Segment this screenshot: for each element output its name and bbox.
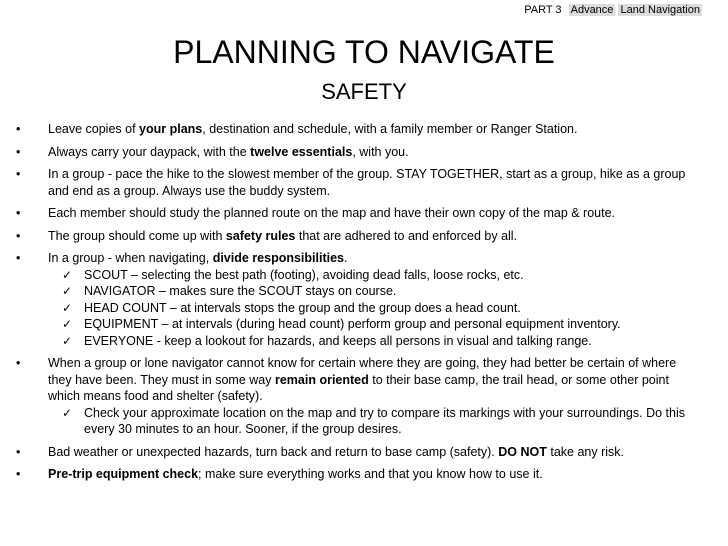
bullet-text: When a group or lone navigator cannot know for certain where they are going, they had better be certain of where they have been. They must in some way [48, 356, 677, 387]
bullet-item [0, 444, 700, 461]
checkmark-icon: ✓ [62, 300, 73, 315]
bullet-icon: • [16, 167, 21, 181]
sub-item-text: Check your approximate location on the map and try to compare its markings with your surroundings. Do this every 30 minutes to an hour. Sooner, if the group desires. [84, 405, 685, 436]
bullet-icon: • [16, 356, 21, 370]
bullet-emphasis: Pre-trip equipment check [48, 467, 199, 481]
checkmark-icon: ✓ [62, 333, 73, 348]
slide-title: PLANNING TO NAVIGATE [173, 34, 555, 70]
bullet-emphasis: divide responsibilities [212, 251, 344, 265]
bullet-text: Leave copies of [48, 122, 140, 136]
bullet-text: to their base camp, the trail head, or some other point which means food and shelter (safety). [48, 372, 669, 403]
bullet-icon: • [16, 206, 21, 220]
bullet-text: that are adhered to and enforced by all. [295, 228, 518, 243]
bullet-emphasis: DO NOT [498, 444, 547, 459]
bullet-item [0, 121, 700, 138]
sub-item-text: SCOUT – selecting the best path (footing), avoiding dead falls, loose rocks, etc. [84, 267, 524, 282]
bullet-item [0, 205, 700, 222]
bullet-text: Each member should study the planned route on the map and have their own copy of the map & route. [48, 206, 616, 220]
bullet-text: . [344, 251, 348, 265]
section-tag-land-navigation: Land Navigation [620, 4, 700, 16]
bullet-icon: • [16, 251, 21, 265]
bullet-icon: • [16, 228, 21, 243]
slide-subtitle: SAFETY [321, 79, 407, 104]
section-header [524, 4, 702, 16]
sub-item-text: NAVIGATOR – makes sure the SCOUT stays on course. [84, 284, 397, 298]
sub-item-text: EVERYONE - keep a lookout for hazards, and keeps all persons in visual and talking range. [84, 333, 592, 348]
bullet-item [0, 144, 700, 161]
bullet-emphasis: safety rules [225, 228, 296, 243]
bullet-icon: • [16, 444, 21, 459]
bullet-text: take any risk. [546, 444, 624, 459]
section-tag-advance: Advance [570, 4, 614, 16]
bullet-item [0, 228, 700, 245]
sub-item [48, 283, 700, 300]
bullet-text: Bad weather or unexpected hazards, turn back and return to base camp (safety). [48, 444, 499, 459]
bullet-item [0, 166, 700, 199]
checkmark-icon: ✓ [62, 267, 73, 282]
sub-item [48, 267, 700, 284]
bullet-item [0, 466, 700, 483]
bullet-icon: • [16, 467, 21, 481]
sub-item-text: EQUIPMENT – at intervals (during head count) perform group and personal equipment inventory. [84, 317, 621, 331]
bullet-text: The group should come up with [48, 228, 226, 243]
bullet-list [0, 121, 700, 489]
bullet-icon: • [16, 122, 21, 136]
sub-item [48, 333, 700, 350]
part-label: PART 3 [524, 4, 562, 16]
bullet-item [0, 355, 700, 438]
responsibility-list [48, 267, 700, 350]
checkmark-icon: ✓ [62, 317, 73, 331]
bullet-text: , with you. [352, 144, 409, 159]
checkmark-icon: ✓ [62, 405, 73, 420]
sub-item [48, 300, 700, 317]
bullet-icon: • [16, 144, 21, 159]
bullet-text: , destination and schedule, with a family member or Ranger Station. [202, 122, 578, 136]
sub-item [48, 405, 700, 438]
bullet-emphasis: remain oriented [274, 372, 369, 387]
sub-item-text: HEAD COUNT – at intervals stops the group and the group does a head count. [84, 300, 521, 315]
bullet-text: In a group - pace the hike to the slowest member of the group. STAY TOGETHER, start as a group, hike as a group and end as a group. Always use the buddy system. [48, 167, 686, 198]
bullet-item [0, 250, 700, 349]
orientation-list [48, 405, 700, 438]
bullet-emphasis: your plans [139, 122, 203, 136]
bullet-emphasis: twelve essentials [250, 144, 353, 159]
sub-item [48, 316, 700, 333]
bullet-text: Always carry your daypack, with the [48, 144, 251, 159]
checkmark-icon: ✓ [62, 284, 73, 298]
bullet-text: ; make sure everything works and that you know how to use it. [198, 467, 543, 481]
bullet-text: In a group - when navigating, [48, 251, 213, 265]
